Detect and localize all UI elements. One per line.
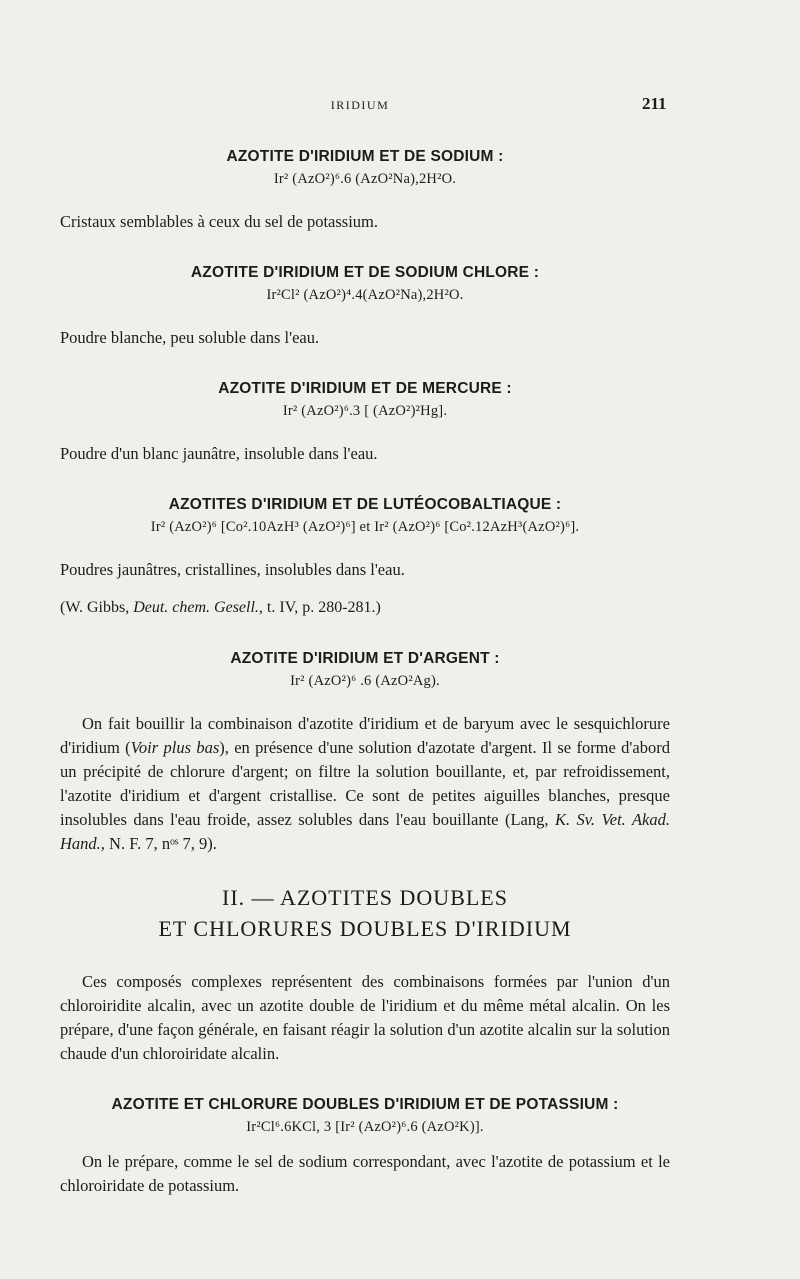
argent-text-italic: Voir plus bas	[130, 738, 220, 757]
section-heading-potassium: AZOTITE ET CHLORURE DOUBLES D'IRIDIUM ET DE POTASSIUM :	[111, 1096, 619, 1113]
description-argent	[60, 712, 670, 856]
formula-sodium-chlore: Ir²Cl² (AzO²)⁴.4(AzO²Na),2H²O.	[266, 287, 464, 303]
formula-sodium: Ir² (AzO²)⁶.6 (AzO²Na),2H²O.	[273, 171, 457, 187]
section-heading-mercure: AZOTITE D'IRIDIUM ET DE MERCURE :	[218, 380, 512, 397]
description-sodium: Cristaux semblables à ceux du sel de potassium.	[60, 212, 379, 231]
chapter-title-line2: ET CHLORURES DOUBLES D'IRIDIUM	[158, 916, 572, 941]
page-number: 211	[642, 94, 667, 113]
argent-text-part1: On fait bouillir la combinaison d'azotite d'iridium et de baryum avec le sesquichlorure d'iridium (	[60, 714, 670, 757]
page-content	[60, 148, 670, 1198]
chapter-title-line1: II. — AZOTITES DOUBLES	[222, 885, 508, 910]
description-sodium-chlore: Poudre blanche, peu soluble dans l'eau.	[60, 328, 320, 347]
description-luteocobaltiaque: Poudres jaunâtres, cristallines, insolubles dans l'eau.	[60, 560, 405, 579]
citation-journal: Deut. chem. Gesell.	[133, 599, 259, 616]
section-heading-sodium: AZOTITE D'IRIDIUM ET DE SODIUM :	[226, 148, 504, 165]
section-heading-argent: AZOTITE D'IRIDIUM ET D'ARGENT :	[230, 650, 500, 667]
citation-details: , t. IV, p. 280-281.)	[258, 599, 381, 616]
running-title: IRIDIUM	[330, 98, 390, 112]
argent-text-part3: , N. F. 7, nᵒˢ 7, 9).	[100, 834, 217, 853]
description-potassium: On le prépare, comme le sel de sodium correspondant, avec l'azotite de potassium et le chloroiridate de potassium.	[60, 1152, 670, 1195]
citation-gibbs	[60, 596, 670, 620]
argent-reference: K. Sv. Vet. Akad. Hand.	[60, 810, 670, 853]
formula-luteocobaltiaque: Ir² (AzO²)⁶ [Co².10AzH³ (AzO²)⁶] et Ir² (AzO²)⁶ [Co².12AzH³(AzO²)⁶].	[150, 519, 580, 535]
chapter-intro: Ces composés complexes représentent des combinaisons formées par l'union d'un chloroiridite alcalin, avec un azotite double de l'iridium et du même métal alcalin. On les prépare, d'une façon générale, en faisant réagir la solution d'un azotite alcalin sur la solution chaude d'un chloroiridate alcalin.	[60, 972, 670, 1063]
citation-author: (W. Gibbs,	[60, 599, 134, 616]
description-mercure: Poudre d'un blanc jaunâtre, insoluble dans l'eau.	[60, 444, 378, 463]
argent-text-part2: ), en présence d'une solution d'azotate d'argent. Il se forme d'abord un précipité de chlorure d'argent; on filtre la solution bouillante, et, par refroidissement, l'azotite d'iridium et d'argent cristallise. Ce sont de petites aiguilles blanches, presque insolubles dans l'eau froide, assez solubles dans l'eau bouillante (Lang,	[60, 738, 670, 829]
chapter-title	[60, 882, 670, 944]
section-heading-luteocobaltiaque: AZOTITES D'IRIDIUM ET DE LUTÉOCOBALTIAQUE :	[168, 496, 562, 513]
formula-argent: Ir² (AzO²)⁶ .6 (AzO²Ag).	[290, 673, 440, 689]
formula-potassium: Ir²Cl⁶.6KCl, 3 [Ir² (AzO²)⁶.6 (AzO²K)].	[246, 1119, 484, 1135]
section-heading-sodium-chlore: AZOTITE D'IRIDIUM ET DE SODIUM CHLORE :	[190, 264, 540, 281]
formula-mercure: Ir² (AzO²)⁶.3 [ (AzO²)²Hg].	[282, 403, 448, 419]
